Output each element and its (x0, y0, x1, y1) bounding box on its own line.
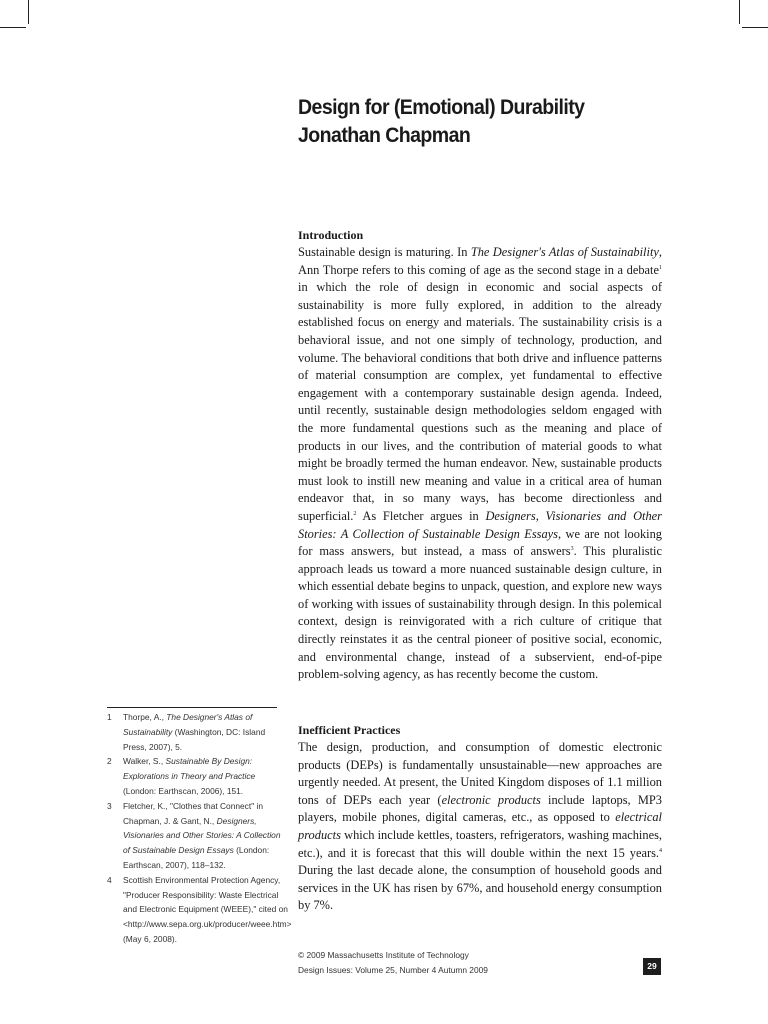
text-run: Scottish Environmental Protection Agency, "Producer Responsibility: Waste Electrical and Electronic Equipment (WEEE)," cited on <http://www.sepa.org.uk/producer/weee.htm> (May 6, 2008). (123, 874, 292, 944)
article-author: Jonathan Chapman (298, 124, 471, 147)
text-run: , we are not looking for mass answers, but instead, a mass of answers (298, 526, 662, 559)
italic-text: Sustainable By Design: Explorations in Theory and Practice (123, 756, 256, 782)
footnote-text (123, 710, 282, 754)
footnote-ref: 4 (659, 847, 662, 854)
text-run: The design, production, and consumption of domestic electronic products (DEPs) is fundamentally unsustainable—new approaches are urgently needed. At present, the United Kingdom disposes of 1.1 million tons of DEPs each year ( (298, 740, 662, 807)
italic-text: Designers, Visionaries and Other Stories: A Collection of Sustainable Design Essays (298, 508, 662, 541)
crop-mark (742, 27, 768, 28)
footnote (107, 710, 282, 754)
section-introduction (298, 227, 662, 684)
italic-text: electrical products (298, 810, 662, 842)
crop-mark (28, 0, 29, 24)
text-run: (London: Earthscan, 2006), 151. (123, 785, 244, 796)
footnote-text (123, 873, 292, 947)
footnote-number: 1 (107, 712, 112, 722)
footnote-ref: 3 (570, 545, 574, 552)
italic-text: Designers, Visionaries and Other Stories: A Collection of Sustainable Design Essays (123, 815, 281, 856)
italic-text: The Designer's Atlas of Sustainability (470, 245, 659, 259)
footnote-number: 4 (107, 874, 112, 885)
section-inefficient-practices (298, 722, 662, 915)
text-run: Sustainable design is maturing. In (298, 245, 471, 259)
footnote-text (123, 754, 282, 798)
journal-citation: Design Issues: Volume 25, Number 4 Autumn 2009 (298, 965, 488, 975)
text-run: . This pluralistic approach leads us toward a more nuanced sustainable design culture, in which essential debate begins to unpack, question, and explore new ways of working with issues of sustainability through design. In this polemical context, design is reinvigorated with a rich culture of critique that directly reinstates it as the central pioneer of positive social, economic, and environmental change, instead of a subservient, end-of-pipe problem-solving agency, as has recently become the custom. (298, 544, 662, 682)
footnote-text (123, 799, 282, 873)
text-run: (London: Earthscan, 2007), 118–132. (123, 845, 270, 870)
section-body (298, 739, 662, 915)
text-run: (Washington, DC: Island Press, 2007), 5. (123, 726, 266, 752)
article-title: Design for (Emotional) Durability (298, 96, 585, 119)
text-run: Walker, S., (123, 756, 166, 767)
text-run: During the last decade alone, the consumption of household goods and services in the UK has risen by 67%, and household energy consumption by 7%. (298, 863, 662, 913)
footnote-number: 2 (107, 756, 112, 767)
italic-text: The Designer's Atlas of Sustainability (123, 712, 253, 737)
copyright-line: © 2009 Massachusetts Institute of Technology (298, 950, 469, 960)
article-header (298, 94, 678, 150)
section-heading: Inefficient Practices (298, 723, 401, 737)
text-run: , Ann Thorpe refers to this coming of age as the second stage in a debate (298, 245, 662, 277)
text-run: which include kettles, toasters, refrigerators, washing machines, etc.), and it is forecast that this will double within the next 15 years. (298, 827, 662, 860)
italic-text: electronic products (441, 792, 541, 807)
crop-mark (0, 27, 26, 28)
footnote-ref: 1 (659, 264, 662, 271)
text-run: Thorpe, A., (123, 712, 167, 722)
section-body (298, 244, 662, 684)
footnote (107, 873, 292, 947)
footnote-ref: 2 (353, 510, 357, 517)
crop-mark (739, 0, 740, 24)
section-heading: Introduction (298, 228, 364, 242)
footnote-number: 3 (107, 800, 112, 811)
text-run: include laptops, MP3 players, mobile phones, digital cameras, etc., as opposed to (298, 792, 662, 825)
footnote (107, 754, 282, 798)
page-footer (298, 948, 662, 978)
page-number: 29 (643, 958, 661, 975)
text-run: Fletcher, K., "Clothes that Connect" in Chapman, J. & Gant, N., (123, 800, 264, 826)
footnote-divider (107, 707, 277, 708)
footnote (107, 799, 282, 873)
text-run: in which the role of design in economic and social aspects of sustainability is more fully explored, in addition to the already established focus on energy and materials. The sustainability crisis is a behavioral issue, and not one simply of technology, production, and volume. The behavioral conditions that both drive and influence patterns of material consumption are complex, yet fundamental to effective engagement with a contemporary sustainable design agenda. Indeed, until recently, sustainable design methodologies seldom engaged with the more fundamental questions such as the meaning and place of products in our lives, and the contribution of material goods to what might be broadly termed the human endeavor. New, sustainable products must look to instill new meaning and value in a critical area of human endeavor that, in so many ways, has become directionless and superficial. (298, 280, 662, 523)
text-run: As Fletcher argues in (356, 508, 486, 523)
footnotes (107, 710, 292, 947)
